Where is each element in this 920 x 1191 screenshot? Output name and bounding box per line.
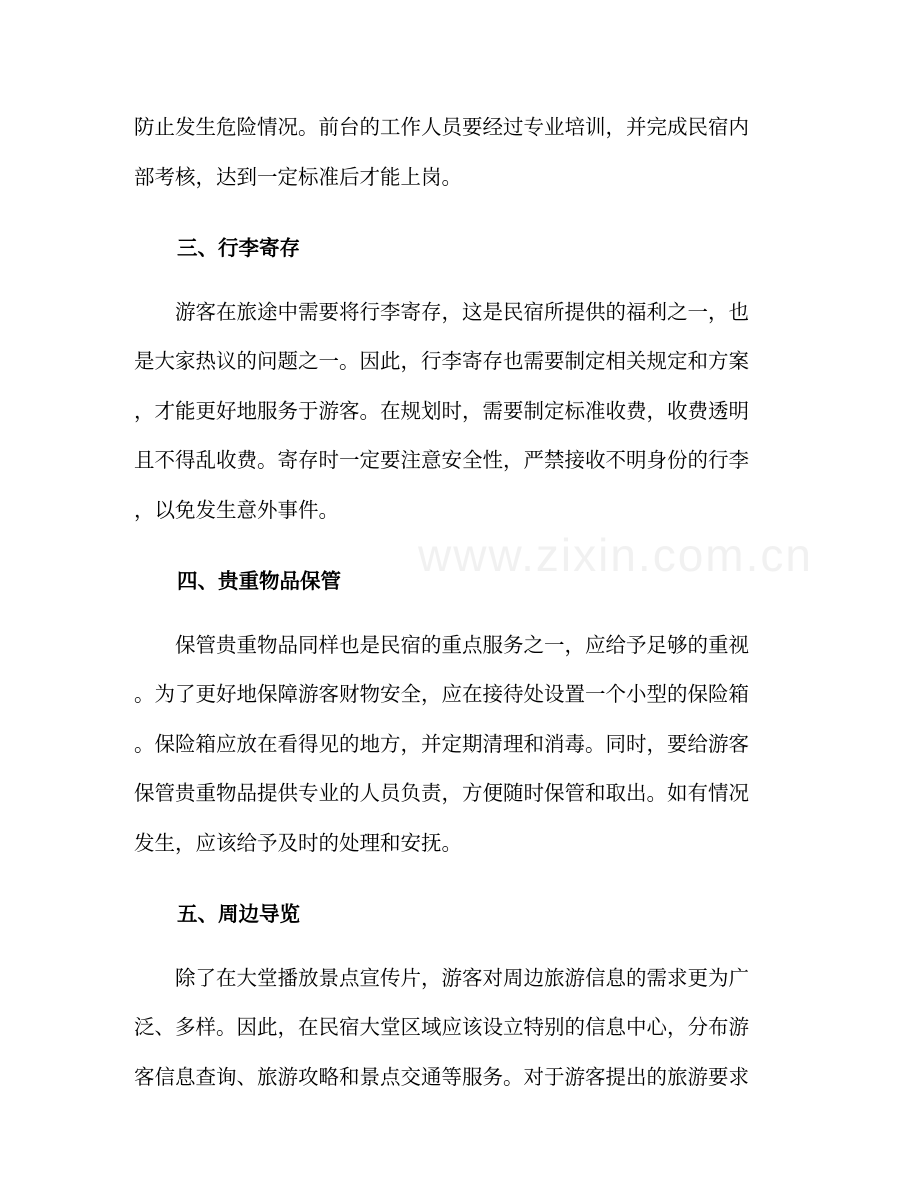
watermark: www.zixin.com.cn <box>418 529 813 581</box>
paragraph-line: 部考核，达到一定标准后才能上岗。 <box>134 164 462 189</box>
paragraph-line: 除了在大堂播放景点宣传片，游客对周边旅游信息的需求更为广 <box>175 965 749 990</box>
paragraph-line: 游客在旅途中需要将行李寄存，这是民宿所提供的福利之一，也 <box>175 299 749 324</box>
paragraph-line: 是大家热议的问题之一。因此，行李寄存也需要制定相关规定和方案 <box>134 349 749 373</box>
paragraph-line: 发生，应该给予及时的处理和安抚。 <box>134 830 462 855</box>
paragraph-line: 且不得乱收费。寄存时一定要注意安全性，严禁接收不明身份的行李 <box>134 448 749 472</box>
section-heading-valuables: 四、贵重物品保管 <box>177 569 341 593</box>
paragraph-line: 保管贵重物品同样也是民宿的重点服务之一，应给予足够的重视 <box>175 632 749 657</box>
paragraph-line: 客信息查询、旅游攻略和景点交通等服务。对于游客提出的旅游要求 <box>134 1064 749 1089</box>
paragraph-line: 。保险箱应放在看得见的地方，并定期清理和消毒。同时，要给游客 <box>134 731 749 756</box>
paragraph-line: 。为了更好地保障游客财物安全，应在接待处设置一个小型的保险箱 <box>134 682 749 706</box>
paragraph-line: 防止发生危险情况。前台的工作人员要经过专业培训，并完成民宿内 <box>134 115 749 139</box>
document-body <box>134 103 770 1102</box>
paragraph-line: 保管贵重物品提供专业的人员负责，方便随时保管和取出。如有情况 <box>134 781 749 805</box>
paragraph-line: ，才能更好地服务于游客。在规划时，需要制定标准收费，收费透明 <box>134 398 749 423</box>
section-heading-luggage: 三、行李寄存 <box>177 236 300 260</box>
paragraph-line: ，以免发生意外事件。 <box>134 497 339 522</box>
paragraph-line: 泛、多样。因此，在民宿大堂区域应该设立特别的信息中心，分布游 <box>134 1015 749 1039</box>
section-heading-surroundings: 五、周边导览 <box>177 902 300 926</box>
